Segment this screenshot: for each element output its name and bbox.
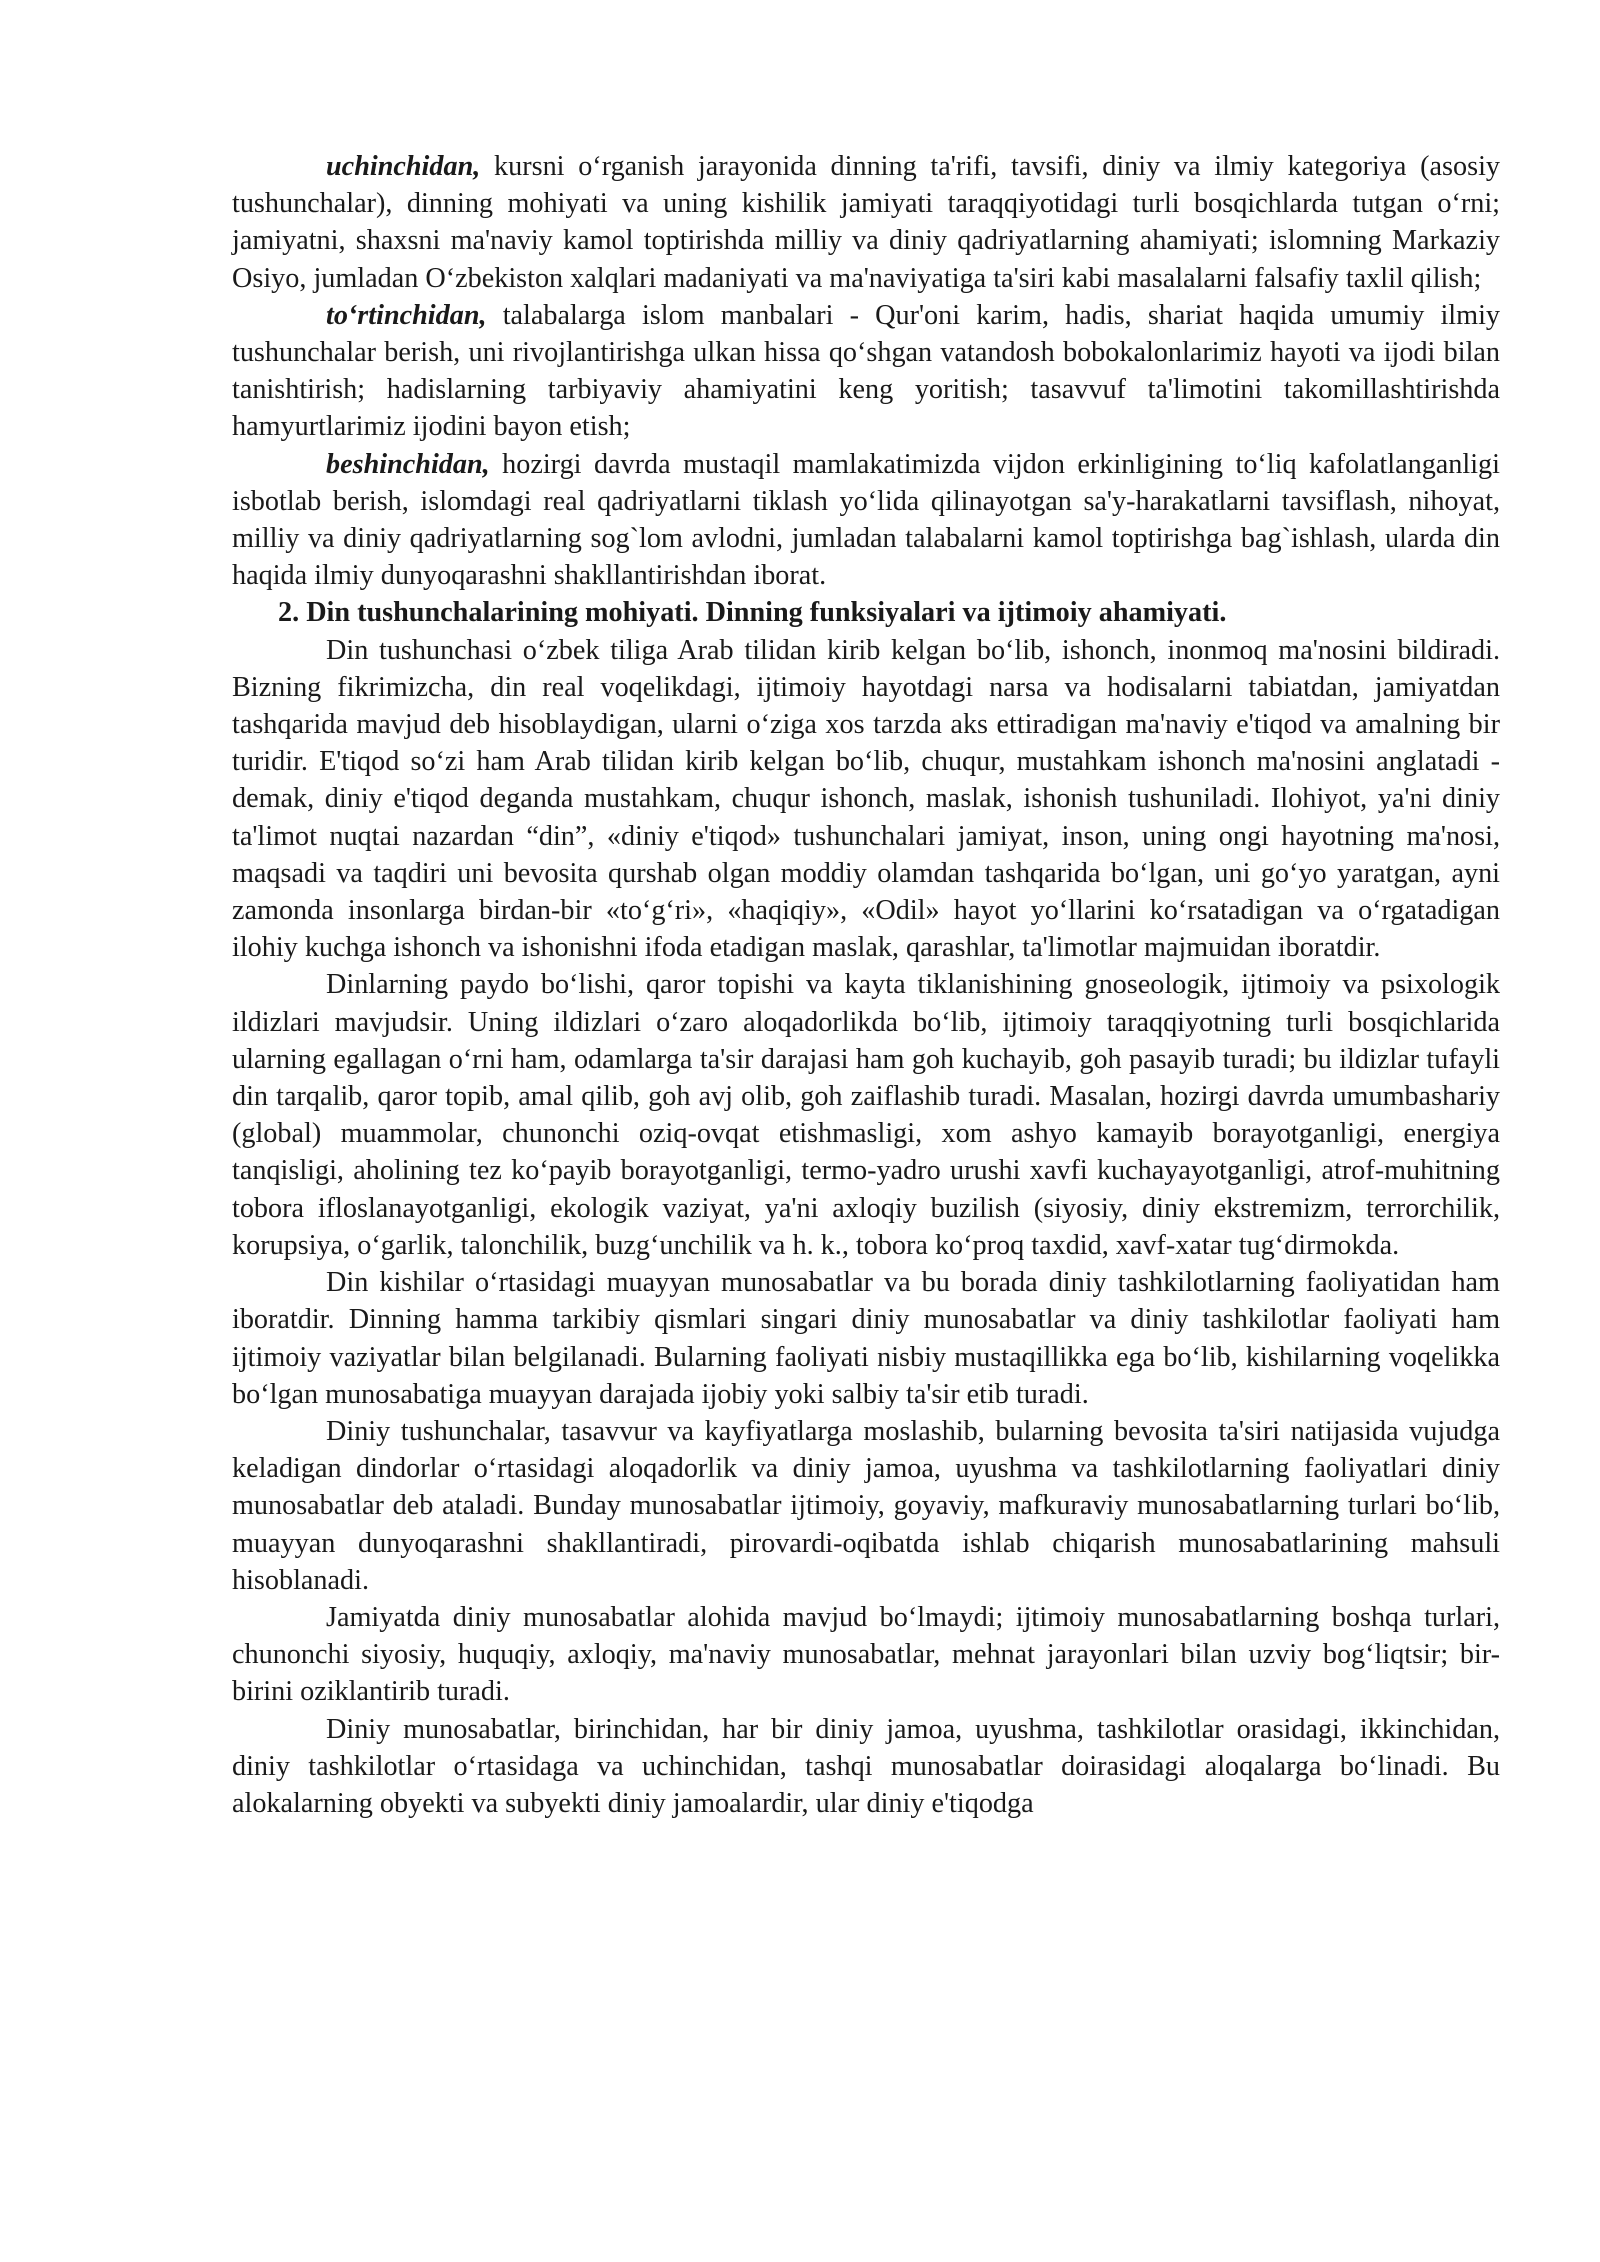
paragraph-text: hozirgi davrda mustaqil mamlakatimizda vijdon erkinligining to‘liq kafolatlanganligi isbotlab berish, islomdagi real qadriyatlarni tiklash yo‘lida qilinayotgan sa'y-harakatlarni tavsiflash, nihoyat, milliy va diniy qadriyatlarning sog`lom avlodni, jumladan talabalarni kamol toptirishga bag`ishlash, ularda din haqida ilmiy dunyoqarashni shakllantirishdan iborat. [232,448,1500,592]
body-paragraph: Din kishilar o‘rtasidagi muayyan munosabatlar va bu borada diniy tashkilotlarning faoliyatidan ham iboratdir. Dinning hamma tarkibiy qismlari singari diniy munosabatlar va diniy tashkilotlar faoliyati ham ijtimoiy vaziyatlar bilan belgilanadi. Bularning faoliyati nisbiy mustaqillikka ega bo‘lib, kishilarning voqelikka bo‘lgan munosabatiga muayyan darajada ijobiy yoki salbiy ta'sir etib turadi. [232,1267,1500,1410]
paragraph-beshinchidan [232,446,1500,595]
paragraph-text: talabalarga islom manbalari - Qur'oni karim, hadis, shariat haqida umumiy ilmiy tushunchalar berish, uni rivojlantirishga ulkan hissa qo‘shgan vatandosh bobokalonlarimiz hayoti va ijodi bilan tanishtirish; hadislarning tarbiyaviy ahamiyatini keng yoritish; tasavvuf ta'limotini takomillashtirishda hamyurtlarimiz ijodini bayon etish; [232,299,1500,443]
paragraph-lead: to‘rtinchidan, [326,299,487,331]
body-paragraph: Din tushunchasi o‘zbek tiliga Arab tilidan kirib kelgan bo‘lib, ishonch, inonmoq ma'nosini bildiradi. Bizning fikrimizcha, din real voqelikdagi, ijtimoiy hayotdagi narsa va hodisalarni tabiatdan, jamiyatdan tashqarida mavjud deb hisoblaydigan, ularni o‘ziga xos tarzda aks ettiradigan ma'naviy e'tiqod va amalning bir turidir. E'tiqod so‘zi ham Arab tilidan kirib kelgan bo‘lib, chuqur, mustahkam ishonch ma'nosini anglatadi - demak, diniy e'tiqod deganda mustahkam, chuqur ishonch, maslak, ishonish tushuniladi. Ilohiyot, ya'ni diniy ta'limot nuqtai nazardan “din”, «diniy e'tiqod» tushunchalari jamiyat, inson, uning ongi hayotning ma'nosi, maqsadi va taqdiri uni bevosita qurshab olgan moddiy olamdan tashqarida bo‘lgan, uni go‘yo yaratgan, ayni zamonda insonlarga birdan-bir «to‘g‘ri», «haqiqiy», «Odil» hayot yo‘llarini ko‘rsatadigan va o‘rgatadigan ilohiy kuchga ishonch va ishonishni ifoda etadigan maslak, qarashlar, ta'limotlar majmuidan iboratdir. [232,634,1500,964]
paragraph-lead: uchinchidan, [326,151,481,182]
document-page [232,148,1500,1822]
body-paragraph: Diniy tushunchalar, tasavvur va kayfiyatlarga moslashib, bularning bevosita ta'siri natijasida vujudga keladigan dindorlar o‘rtasidagi aloqadorlik va diniy jamoa, uyushma va tashkilotlarning faoliyatlari diniy munosabatlar deb ataladi. Bunday munosabatlar ijtimoiy, goyaviy, mafkuraviy munosabatlarning turlari bo‘lib, muayyan dunyoqarashni shakllantiradi, pirovardi-oqibatda ishlab chiqarish munosabatlarining mahsuli hisoblanadi. [232,1415,1500,1596]
body-paragraph: Jamiyatda diniy munosabatlar alohida mavjud bo‘lmaydi; ijtimoiy munosabatlarning boshqa turlari, chunonchi siyosiy, huquqiy, axloqiy, ma'naviy munosabatlar, mehnat jarayonlari bilan uzviy bog‘liqtsir; bir-birini oziklantirib turadi. [232,1601,1500,1708]
paragraph-tortinchidan [232,297,1500,446]
paragraph-text: kursni o‘rganish jarayonida dinning ta'rifi, tavsifi, diniy va ilmiy kategoriya (asosiy tushunchalar), dinning mohiyati va uning kishilik jamiyati taraqqiyotidagi turli bosqichlarda tutgan o‘rni; jamiyatni, shaxsni ma'naviy kamol toptirishda milliy va diniy qadriyatlarning ahamiyati; islomning Markaziy Osiyo, jumladan O‘zbekiston xalqlari madaniyati va ma'naviyatiga ta'siri kabi masalalarni falsafiy taxlil qilish; [232,151,1500,294]
paragraph-lead: beshinchidan, [326,448,490,480]
section-heading: 2. Din tushunchalarining mohiyati. Dinning funksiyalari va ijtimoiy ahamiyati. [278,597,1227,629]
body-paragraph: Dinlarning paydo bo‘lishi, qaror topishi va kayta tiklanishining gnoseologik, ijtimoiy va psixologik ildizlari mavjudsir. Uning ildizlari o‘zaro aloqadorlikda bo‘lib, ijtimoiy taraqqiyotning turli bosqichlarida ularning egallagan o‘rni ham, odamlarga ta'sir darajasi ham goh kuchayib, goh pasayib turadi; bu ildizlar tufayli din tarqalib, qaror topib, amal qilib, goh avj olib, goh zaiflashib turadi. Masalan, hozirgi davrda umumbashariy (global) muammolar, chunonchi oziq-ovqat etishmasligi, xom ashyo kamayib borayotganligi, energiya tanqisligi, aholining tez ko‘payib borayotganligi, termo-yadro urushi xavfi kuchayayotganligi, atrof-muhitning tobora ifloslanayotganligi, ekologik vaziyat, ya'ni axloqiy buzilish (siyosiy, diniy ekstremizm, terrorchilik, korupsiya, o‘garlik, talonchilik, buzg‘unchilik va h. k., tobora ko‘proq taxdid, xavf-xatar tug‘dirmokda. [232,969,1500,1261]
body-paragraph: Diniy munosabatlar, birinchidan, har bir diniy jamoa, uyushma, tashkilotlar orasidagi, ikkinchidan, diniy tashkilotlar o‘rtasidaga va uchinchidan, tashqi munosabatlar doirasidagi aloqalarga bo‘linadi. Bu alokalarning obyekti va subyekti diniy jamoalardir, ular diniy e'tiqodga [232,1713,1500,1819]
paragraph-uchinchidan [232,148,1500,297]
